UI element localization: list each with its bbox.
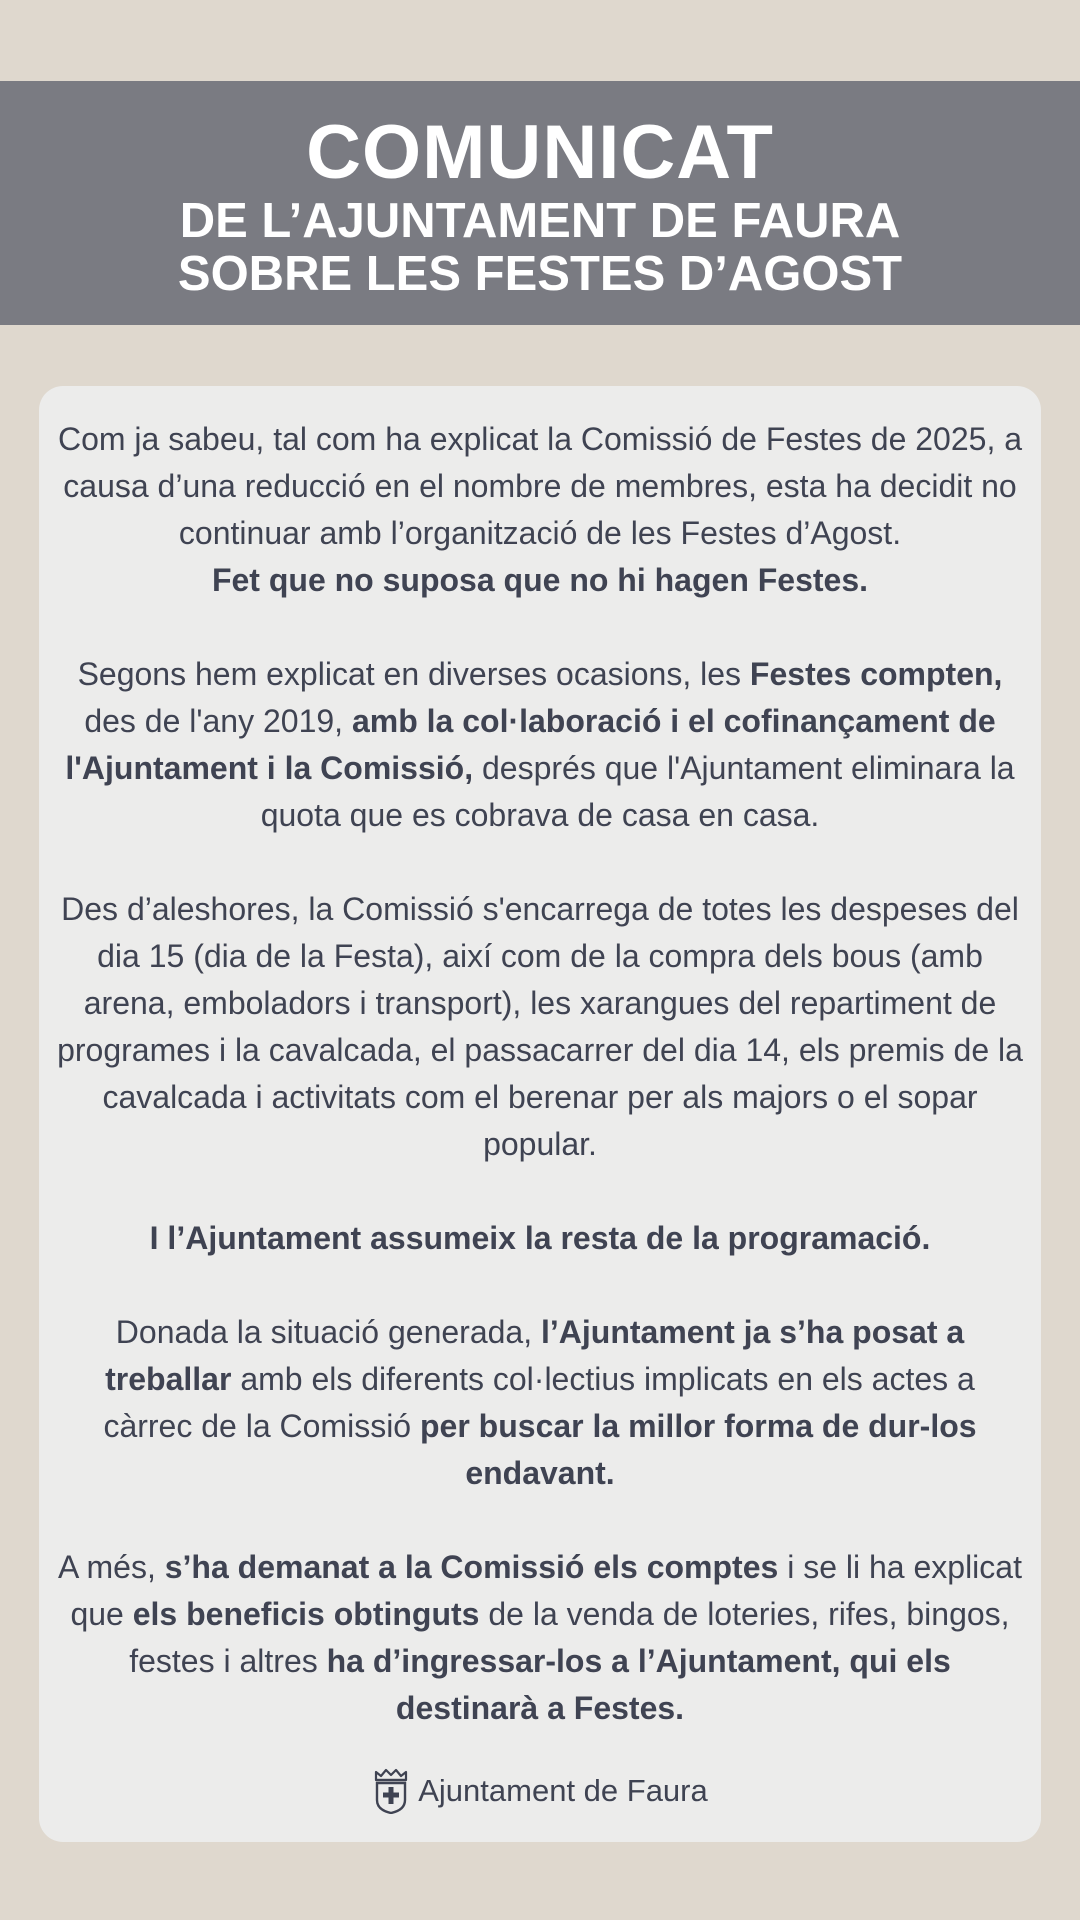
header-banner <box>0 81 1080 325</box>
footer-label: Ajuntament de Faura <box>418 1773 708 1808</box>
paragraph-6 <box>57 1544 1023 1732</box>
paragraph-5-a: Donada la situació generada, <box>115 1314 541 1350</box>
paragraph-6-e: de la venda de loteries, rifes, bingos, festes i altres <box>129 1596 1010 1679</box>
paragraph-4-bold: I l’Ajuntament assumeix la resta de la programació. <box>149 1220 931 1256</box>
subtitle-line-2: SOBRE LES FESTES D’AGOST <box>177 247 903 301</box>
paragraph-2-c: des de l'any 2019, <box>84 703 352 739</box>
paragraph-1-text: Com ja sabeu, tal com ha explicat la Comissió de Festes de 2025, a causa d’una reducció en el nombre de membres, esta ha decidit no continuar amb l’organització de les Festes d’Agost. <box>57 421 1023 551</box>
paragraph-5-c: amb els diferents col·lectius implicats en els actes a càrrec de la Comissió <box>103 1361 975 1444</box>
footer-signature <box>39 1768 1041 1814</box>
paragraph-6-f: ha d’ingressar-los a l’Ajuntament, qui els destinarà a Festes. <box>326 1643 951 1726</box>
crest-icon <box>372 1768 410 1814</box>
paragraph-1-bold: Fet que no suposa que no hi hagen Festes. <box>211 562 869 598</box>
paragraph-5-d: per buscar la millor forma de dur-los endavant. <box>419 1408 977 1491</box>
paragraph-4 <box>57 1215 1023 1262</box>
paragraph-2-b: Festes compten, <box>749 656 1003 692</box>
paragraph-6-a: A més, <box>58 1549 165 1585</box>
paragraph-1 <box>57 416 1023 604</box>
page-title: COMUNICAT <box>306 110 774 195</box>
paragraph-3: Des d’aleshores, la Comissió s'encarrega de totes les despeses del dia 15 (dia de la Festa), així com de la compra dels bous (amb arena, emboladors i transport), les xarangues del repartiment de programes i la cavalcada, el passacarrer del dia 14, els premis de la cavalcada i activitats com el berenar per als majors o el sopar popular. <box>57 891 1023 1162</box>
paragraph-2-d: amb la col·laboració i el cofinançament de l'Ajuntament i la Comissió, <box>65 703 996 786</box>
paragraph-2 <box>57 651 1023 839</box>
paragraph-2-e: després que l'Ajuntament eliminara la quota que es cobrava de casa en casa. <box>260 750 1015 833</box>
paragraph-6-b: s’ha demanat a la Comissió els comptes <box>164 1549 779 1585</box>
announcement-card <box>39 386 1041 1842</box>
paragraph-6-c: i se li ha explicat que <box>70 1549 1022 1632</box>
paragraph-5-b: l’Ajuntament ja s’ha posat a treballar <box>105 1314 965 1397</box>
subtitle-line-1: DE L’AJUNTAMENT DE FAURA <box>179 194 901 248</box>
paragraph-6-d: els beneficis obtinguts <box>132 1596 480 1632</box>
paragraph-5 <box>57 1309 1023 1497</box>
paragraph-2-a: Segons hem explicat en diverses ocasions, les <box>77 656 750 692</box>
